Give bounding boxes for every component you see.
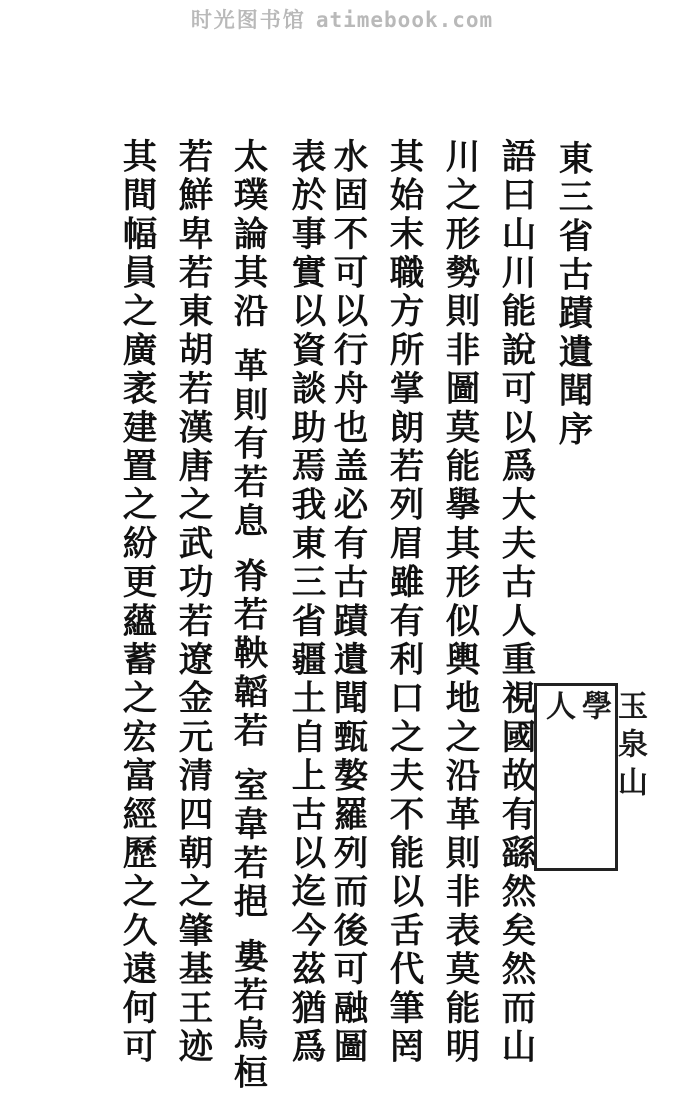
seal-text-2: 學: [576, 690, 611, 728]
text-column-6: 太璞論其沿 革則有若息 脊若鞅韜若 室韋若挹 婁若烏桓: [227, 138, 267, 1093]
text-column-2: 川之形勢則非圖莫能擧其形似輿地之沿革則非表莫能明: [439, 138, 479, 1067]
preface-title: 東三省古蹟遺聞序: [552, 140, 592, 450]
seal-text-3: 人: [540, 690, 575, 728]
seal-stamp: [534, 683, 647, 871]
watermark-url: atimebook.com: [315, 8, 494, 32]
text-column-4: 水固不可以行舟也盖必有古蹟遺聞甄嫯羅列而後可融圖: [327, 138, 367, 1067]
text-column-7: 若鮮卑若東胡若漢唐之武功若遼金元清四朝之肇基王迹: [172, 138, 212, 1067]
text-column-5: 表於事實以資談助焉我東三省疆土自上古以迄今茲猶爲: [285, 138, 325, 1067]
text-column-3: 其始末職方所掌朗若列眉雖有利口之夫不能以舌代筆罔: [383, 138, 423, 1067]
text-column-1: 語曰山川能說可以爲大夫古人重視國故有繇然矣然而山: [495, 138, 535, 1067]
watermark-site-name: 时光图书馆: [190, 8, 306, 32]
seal-text-1: 玉泉山: [612, 690, 647, 804]
text-column-8: 其間幅員之廣袤建置之紛更蘊蓄之宏富經歷之久遠何可: [116, 138, 156, 1067]
